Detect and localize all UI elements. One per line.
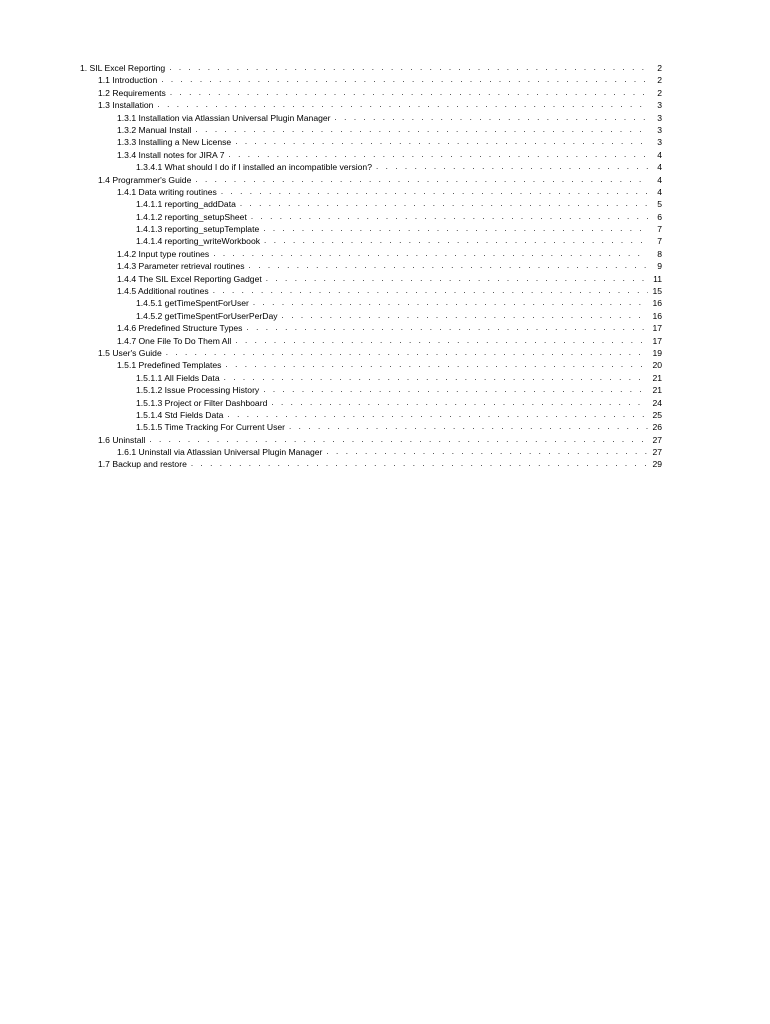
toc-entry-title: 1.4.7 One File To Do Them All — [117, 335, 232, 346]
toc-entry-page-number: 20 — [652, 360, 662, 371]
toc-entry-page-number: 25 — [652, 409, 662, 420]
toc-entry-title: 1.4.1.2 reporting_setupSheet — [136, 211, 247, 222]
toc-entry-page-number: 2 — [657, 87, 662, 98]
dot-leader — [235, 335, 648, 347]
toc-entry-title: 1.5 User's Guide — [98, 347, 162, 358]
toc-entry-title: 1.5.1.2 Issue Processing History — [136, 385, 260, 396]
toc-entry-page-number: 9 — [657, 261, 662, 272]
toc-entry[interactable] — [80, 211, 662, 223]
toc-entry[interactable] — [80, 248, 662, 260]
dot-leader — [376, 161, 648, 173]
toc-entry-title: 1.4.5.1 getTimeSpentForUser — [136, 298, 249, 309]
toc-entry-page-number: 19 — [652, 347, 662, 358]
dot-leader — [195, 174, 648, 186]
toc-entry-title: 1.5.1 Predefined Templates — [117, 360, 222, 371]
toc-entry-page-number: 26 — [652, 422, 662, 433]
toc-entry-title: 1.3 Installation — [98, 100, 154, 111]
toc-entry-title: 1.3.3 Installing a New License — [117, 137, 232, 148]
toc-entry[interactable] — [80, 186, 662, 198]
toc-entry[interactable] — [80, 434, 662, 446]
dot-leader — [196, 124, 648, 136]
toc-entry-page-number: 5 — [657, 199, 662, 210]
toc-entry[interactable] — [80, 459, 662, 471]
toc-entry-page-number: 11 — [653, 273, 662, 284]
toc-entry-title: 1.5.1.5 Time Tracking For Current User — [136, 422, 286, 433]
toc-entry[interactable] — [80, 99, 662, 111]
toc-entry-page-number: 4 — [657, 149, 662, 160]
toc-entry[interactable] — [80, 62, 662, 74]
dot-leader — [266, 273, 648, 285]
toc-entry[interactable] — [80, 384, 662, 396]
dot-leader — [251, 211, 648, 223]
toc-entry-title: 1.4.1.3 reporting_setupTemplate — [136, 224, 260, 235]
toc-entry-page-number: 3 — [657, 100, 662, 111]
toc-entry[interactable] — [80, 273, 662, 285]
dot-leader — [282, 310, 648, 322]
toc-entry-page-number: 3 — [657, 137, 662, 148]
dot-leader — [271, 397, 648, 409]
toc-entry-page-number: 4 — [657, 186, 662, 197]
dot-leader — [335, 112, 648, 124]
toc-entry-page-number: 29 — [652, 459, 662, 470]
toc-entry-page-number: 7 — [657, 236, 662, 247]
dot-leader — [246, 322, 648, 334]
toc-entry[interactable] — [80, 297, 662, 309]
dot-leader — [191, 458, 648, 470]
toc-entry-title: 1.7 Backup and restore — [98, 459, 187, 470]
toc-entry[interactable] — [80, 260, 662, 272]
toc-entry-title: 1.4.5.2 getTimeSpentForUserPerDay — [136, 310, 278, 321]
toc-entry[interactable] — [80, 235, 662, 247]
toc-entry-title: 1.3.2 Manual Install — [117, 124, 192, 135]
toc-entry-page-number: 16 — [652, 310, 662, 321]
dot-leader — [157, 99, 648, 111]
toc-entry-title: 1.3.4.1 What should I do if I installed an incompatible version? — [136, 162, 372, 173]
toc-entry-page-number: 16 — [652, 298, 662, 309]
toc-entry[interactable] — [80, 335, 662, 347]
dot-leader — [169, 62, 648, 74]
toc-entry-page-number: 2 — [657, 62, 662, 73]
toc-entry-title: 1.4.4 The SIL Excel Reporting Gadget — [117, 273, 262, 284]
toc-entry[interactable] — [80, 310, 662, 322]
toc-entry[interactable] — [80, 285, 662, 297]
toc-entry-title: 1.3.1 Installation via Atlassian Universal Plugin Manager — [117, 112, 331, 123]
dot-leader — [166, 347, 648, 359]
toc-entry[interactable] — [80, 397, 662, 409]
toc-entry-title: 1.5.1.4 Std Fields Data — [136, 409, 224, 420]
dot-leader — [228, 149, 648, 161]
toc-entry-page-number: 17 — [652, 335, 662, 346]
dot-leader — [240, 198, 648, 210]
dot-leader — [289, 421, 648, 433]
dot-leader — [213, 285, 648, 297]
toc-entry-page-number: 2 — [657, 75, 662, 86]
toc-entry[interactable] — [80, 174, 662, 186]
dot-leader — [149, 434, 648, 446]
toc-entry[interactable] — [80, 359, 662, 371]
toc-entry-title: 1.4.5 Additional routines — [117, 286, 209, 297]
toc-entry-title: 1. SIL Excel Reporting — [80, 62, 166, 73]
dot-leader — [235, 136, 648, 148]
dot-leader — [224, 372, 648, 384]
toc-entry-page-number: 17 — [652, 323, 662, 334]
toc-entry-page-number: 3 — [657, 124, 662, 135]
toc-entry-title: 1.1 Introduction — [98, 75, 158, 86]
toc-entry-title: 1.5.1.3 Project or Filter Dashboard — [136, 397, 268, 408]
dot-leader — [221, 186, 648, 198]
toc-entry-title: 1.4.6 Predefined Structure Types — [117, 323, 243, 334]
toc-entry[interactable] — [80, 372, 662, 384]
toc-entry-title: 1.6 Uninstall — [98, 434, 146, 445]
dot-leader — [225, 359, 648, 371]
toc-entry[interactable] — [80, 161, 662, 173]
toc-entry-title: 1.3.4 Install notes for JIRA 7 — [117, 149, 225, 160]
toc-entry-page-number: 7 — [657, 224, 662, 235]
toc-entry[interactable] — [80, 446, 662, 458]
dot-leader — [213, 248, 648, 260]
toc-entry[interactable] — [80, 149, 662, 161]
toc-entry-page-number: 27 — [652, 434, 662, 445]
dot-leader — [326, 446, 648, 458]
toc-entry[interactable] — [80, 421, 662, 433]
dot-leader — [161, 74, 648, 86]
toc-entry-page-number: 15 — [652, 286, 662, 297]
dot-leader — [249, 260, 648, 272]
toc-entry[interactable] — [80, 223, 662, 235]
toc-entry-title: 1.4.1.4 reporting_writeWorkbook — [136, 236, 261, 247]
dot-leader — [253, 297, 648, 309]
dot-leader — [170, 87, 648, 99]
toc-entry-page-number: 21 — [652, 385, 662, 396]
toc-entry-title: 1.2 Requirements — [98, 87, 166, 98]
toc-entry[interactable] — [80, 347, 662, 359]
toc-entry-title: 1.5.1.1 All Fields Data — [136, 372, 220, 383]
toc-entry-title: 1.4.3 Parameter retrieval routines — [117, 261, 245, 272]
toc-entry[interactable] — [80, 112, 662, 124]
toc-entry-page-number: 21 — [652, 372, 662, 383]
table-of-contents — [80, 62, 662, 471]
toc-entry-title: 1.6.1 Uninstall via Atlassian Universal Plugin Manager — [117, 447, 323, 458]
dot-leader — [263, 384, 648, 396]
toc-entry-page-number: 8 — [657, 248, 662, 259]
toc-entry[interactable] — [80, 322, 662, 334]
toc-entry[interactable] — [80, 136, 662, 148]
dot-leader — [263, 223, 648, 235]
toc-entry-page-number: 3 — [657, 112, 662, 123]
toc-entry-page-number: 27 — [652, 447, 662, 458]
toc-entry-title: 1.4.1.1 reporting_addData — [136, 199, 236, 210]
toc-entry-title: 1.4 Programmer's Guide — [98, 174, 192, 185]
toc-entry[interactable] — [80, 124, 662, 136]
toc-entry-page-number: 4 — [657, 162, 662, 173]
toc-entry[interactable] — [80, 87, 662, 99]
toc-entry-title: 1.4.1 Data writing routines — [117, 186, 217, 197]
dot-leader — [227, 409, 648, 421]
toc-entry[interactable] — [80, 74, 662, 86]
toc-entry[interactable] — [80, 198, 662, 210]
toc-entry-title: 1.4.2 Input type routines — [117, 248, 210, 259]
toc-entry-page-number: 4 — [657, 174, 662, 185]
toc-entry[interactable] — [80, 409, 662, 421]
dot-leader — [264, 235, 648, 247]
toc-entry-page-number: 6 — [657, 211, 662, 222]
toc-entry-page-number: 24 — [652, 397, 662, 408]
